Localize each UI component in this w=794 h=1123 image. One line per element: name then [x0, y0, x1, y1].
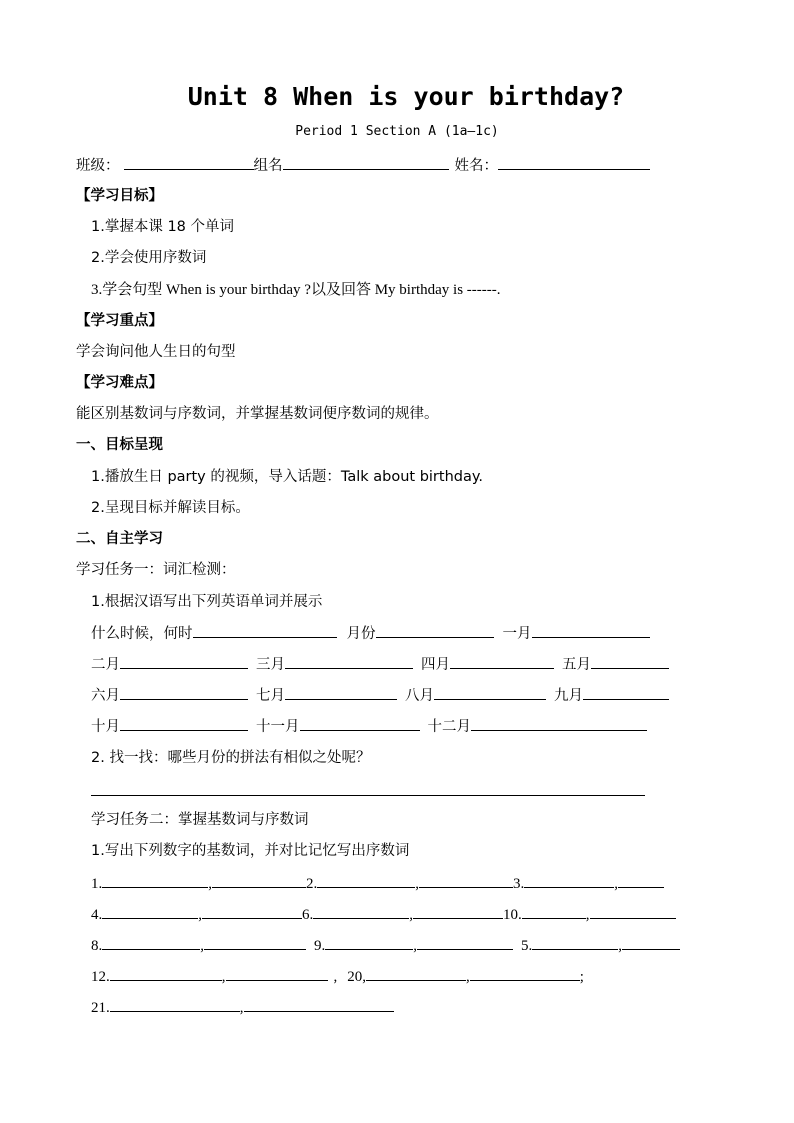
comma: ,	[585, 907, 590, 923]
answer-blank[interactable]	[285, 654, 413, 669]
answer-blank[interactable]	[285, 685, 397, 700]
ordinal-blank[interactable]	[202, 904, 302, 919]
task1-question1: 1.根据汉语写出下列英语单词并展示	[91, 594, 323, 610]
number-row	[91, 904, 676, 925]
number-label: 5.	[521, 938, 533, 954]
number-row	[91, 873, 664, 894]
number-row	[91, 966, 584, 987]
cardinal-blank[interactable]	[102, 935, 200, 950]
task1-question2: 2. 找一找：哪些月份的拼法有相似之处呢？	[91, 750, 371, 766]
answer-blank[interactable]	[120, 654, 248, 669]
word-prompt: 一月	[502, 626, 532, 642]
number-label: 3.	[513, 876, 525, 892]
comma: ,	[413, 938, 417, 954]
word-prompt: 六月	[91, 688, 120, 704]
cardinal-blank[interactable]	[313, 904, 409, 919]
word-prompt: 十一月	[256, 719, 300, 735]
ordinal-blank[interactable]	[212, 873, 306, 888]
ordinal-blank[interactable]	[419, 873, 513, 888]
number-label: 4.	[91, 907, 103, 923]
goals-heading: 【学习目标】	[76, 188, 163, 204]
cardinal-blank[interactable]	[366, 966, 466, 981]
word-prompt: 五月	[562, 657, 591, 673]
group-label: 组名	[253, 158, 283, 174]
group-field[interactable]	[283, 155, 449, 170]
section2-heading: 二、自主学习	[76, 531, 163, 547]
key-points-heading: 【学习重点】	[76, 313, 163, 329]
comma: ,	[221, 969, 226, 985]
cardinal-blank[interactable]	[524, 873, 614, 888]
cardinal-blank[interactable]	[110, 966, 222, 981]
section1-item: 2.呈现目标并解读目标。	[91, 500, 250, 516]
word-prompt: 四月	[421, 657, 450, 673]
comma: ,	[618, 938, 622, 954]
number-label: 1.	[91, 876, 103, 892]
comma: ,	[466, 969, 470, 985]
comma: ,	[200, 938, 204, 954]
task2-question1: 1.写出下列数字的基数词，并对比记忆写出序数词	[91, 843, 410, 859]
goal-item: 2.学会使用序数词	[91, 250, 207, 266]
number-label: 20,	[347, 969, 366, 985]
vocab-row	[91, 685, 669, 706]
comma: ,	[415, 876, 419, 892]
word-prompt: 月份	[346, 626, 376, 642]
answer-blank[interactable]	[120, 716, 248, 731]
goal-item: 1.掌握本课 18 个单词	[91, 219, 235, 235]
comma: ,	[614, 876, 618, 892]
task1-title: 学习任务一：词汇检测：	[76, 562, 236, 578]
number-row	[91, 935, 680, 956]
answer-blank[interactable]	[471, 716, 647, 731]
key-points-text: 学会询问他人生日的句型	[76, 344, 236, 360]
number-label: 21.	[91, 1000, 110, 1016]
cardinal-blank[interactable]	[102, 873, 208, 888]
word-prompt: 十二月	[427, 719, 471, 735]
cardinal-blank[interactable]	[317, 873, 415, 888]
semicolon: ;	[579, 969, 584, 985]
word-prompt: 九月	[554, 688, 583, 704]
goal-item: 3.学会句型 When is your birthday ?以及回答 My birthday is ------.	[91, 282, 501, 298]
answer-blank[interactable]	[583, 685, 669, 700]
page-title: Unit 8 When is your birthday?	[187, 82, 625, 111]
word-prompt: 十月	[91, 719, 120, 735]
comma: ,	[208, 876, 212, 892]
difficulties-heading: 【学习难点】	[76, 375, 163, 391]
number-label: 6.	[302, 907, 314, 923]
cardinal-blank[interactable]	[522, 904, 586, 919]
number-label: 12.	[91, 969, 110, 985]
number-label: 10.	[503, 907, 522, 923]
cardinal-blank[interactable]	[110, 997, 240, 1012]
word-prompt: 三月	[256, 657, 285, 673]
ordinal-blank[interactable]	[244, 997, 394, 1012]
ordinal-blank[interactable]	[618, 873, 664, 888]
ordinal-blank[interactable]	[622, 935, 680, 950]
number-label: 2.	[306, 876, 318, 892]
cardinal-blank[interactable]	[325, 935, 413, 950]
ordinal-blank[interactable]	[204, 935, 306, 950]
word-prompt: 八月	[405, 688, 434, 704]
answer-blank[interactable]	[532, 623, 650, 638]
number-label: 9.	[314, 938, 326, 954]
comma: ,	[198, 907, 202, 923]
word-prompt: 七月	[256, 688, 285, 704]
answer-blank[interactable]	[434, 685, 546, 700]
answer-blank[interactable]	[450, 654, 554, 669]
student-info-row	[76, 155, 650, 176]
answer-line[interactable]	[91, 795, 645, 796]
vocab-row	[91, 654, 669, 675]
cardinal-blank[interactable]	[102, 904, 198, 919]
comma: ,	[333, 969, 338, 985]
name-field[interactable]	[498, 155, 650, 170]
page-subtitle: Period 1 Section A (1a—1c)	[295, 124, 499, 139]
ordinal-blank[interactable]	[413, 904, 503, 919]
answer-blank[interactable]	[591, 654, 669, 669]
answer-blank[interactable]	[120, 685, 248, 700]
section1-heading: 一、目标呈现	[76, 437, 163, 453]
class-label: 班级：	[76, 158, 120, 174]
ordinal-blank[interactable]	[590, 904, 676, 919]
task2-title: 学习任务二：掌握基数词与序数词	[91, 812, 309, 828]
word-prompt: 什么时候，何时	[91, 626, 193, 642]
number-row	[91, 997, 394, 1018]
ordinal-blank[interactable]	[470, 966, 580, 981]
name-label: 姓名：	[454, 158, 498, 174]
ordinal-blank[interactable]	[226, 966, 328, 981]
ordinal-blank[interactable]	[417, 935, 513, 950]
comma: ,	[409, 907, 413, 923]
answer-blank[interactable]	[193, 623, 337, 638]
word-prompt: 二月	[91, 657, 120, 673]
vocab-row	[91, 716, 647, 737]
number-label: 8.	[91, 938, 103, 954]
comma: ,	[239, 1000, 244, 1016]
cardinal-blank[interactable]	[532, 935, 618, 950]
answer-blank[interactable]	[300, 716, 420, 731]
answer-blank[interactable]	[376, 623, 494, 638]
vocab-row	[91, 623, 650, 644]
class-field[interactable]	[124, 155, 254, 170]
difficulties-text: 能区别基数词与序数词，并掌握基数词便序数词的规律。	[76, 406, 439, 422]
section1-item: 1.播放生日 party 的视频，导入话题：Talk about birthday.	[91, 469, 483, 485]
